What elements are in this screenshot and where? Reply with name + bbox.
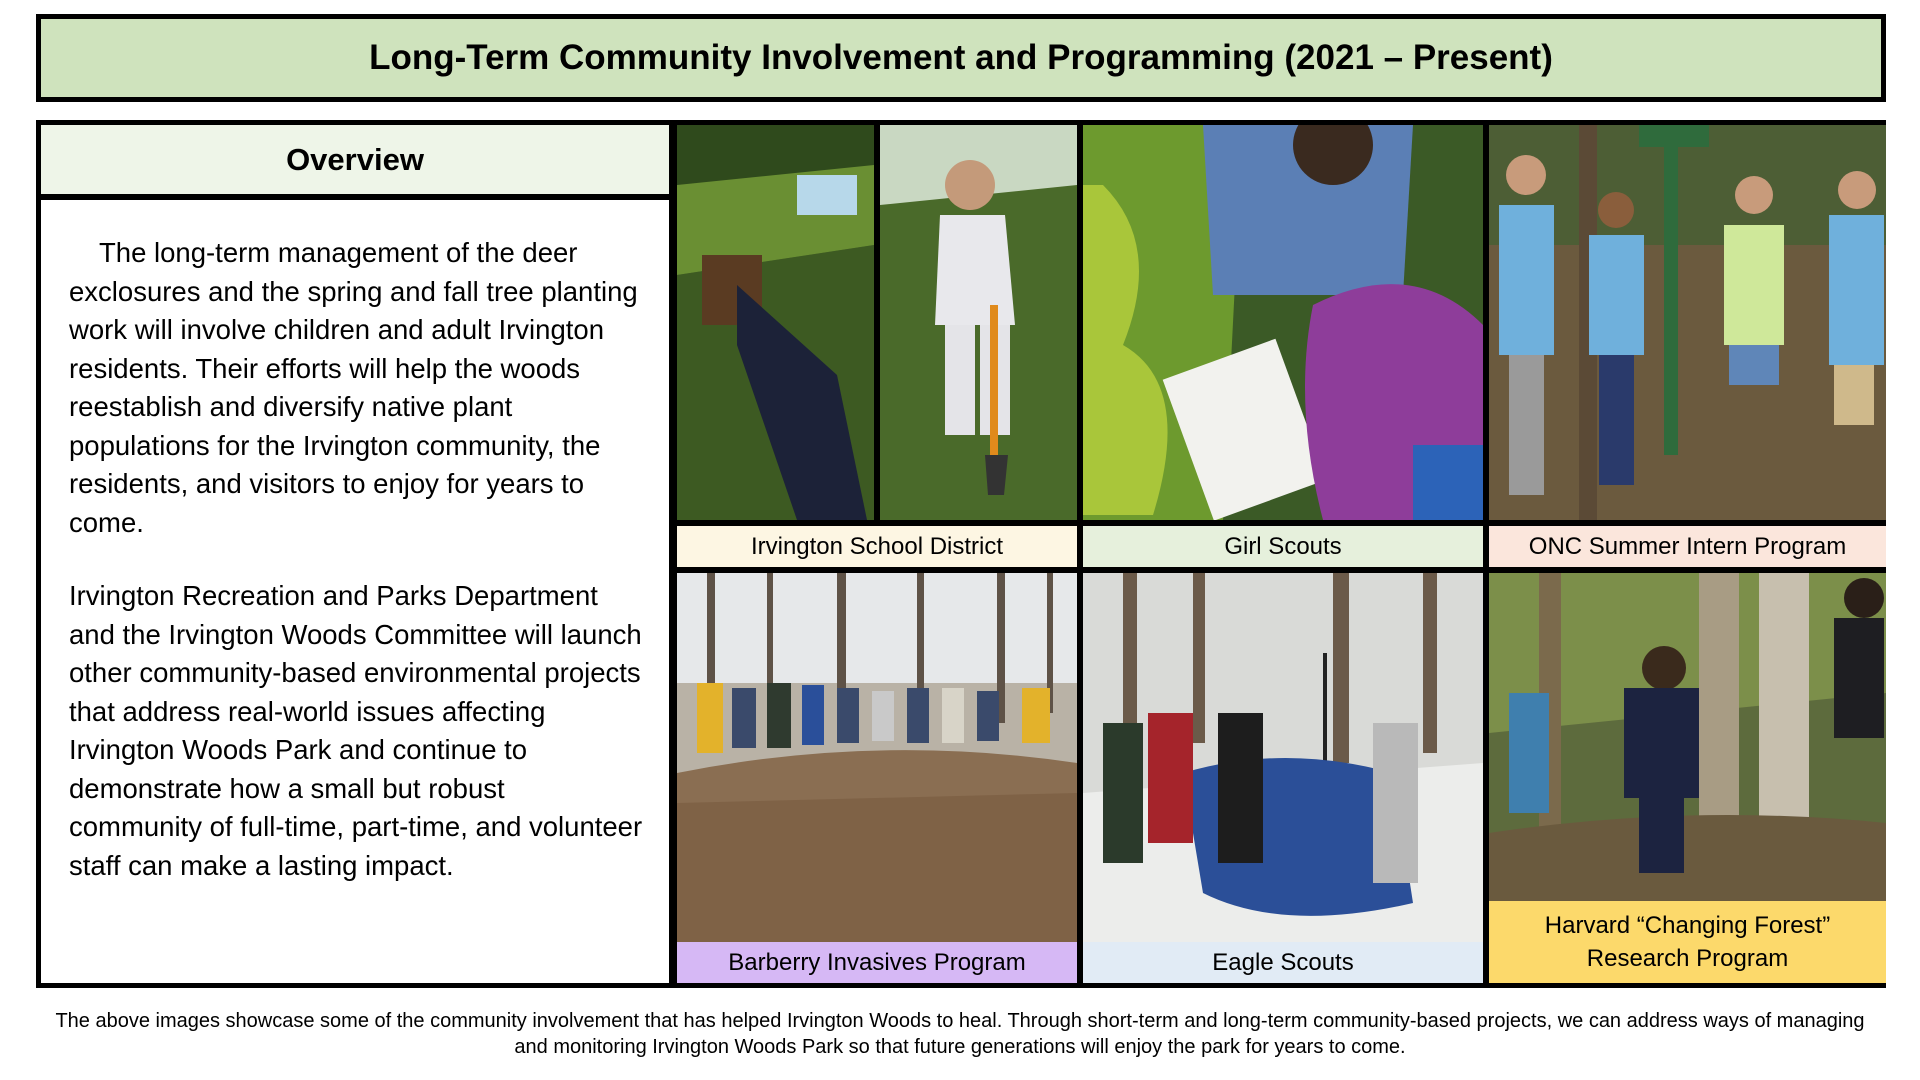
page-title: Long-Term Community Involvement and Programming (2021 – Present) bbox=[36, 14, 1886, 102]
program-card-girl-scouts bbox=[1083, 125, 1483, 567]
caption-barberry-invasives: Barberry Invasives Program bbox=[677, 942, 1077, 983]
overview-paragraph-1: The long-term management of the deer exclosures and the spring and fall tree planting work will involve children and adult Irvington residents. Their efforts will help the woods reestablish and diversify native plant populations for the Irvington community, the residents, and visitors to enjoy for years to come. bbox=[69, 237, 638, 538]
caption-harvard-changing-forest bbox=[1489, 901, 1886, 983]
program-card-eagle-scouts bbox=[1083, 573, 1483, 983]
caption-harvard-line-2: Research Program bbox=[1586, 945, 1789, 972]
overview-text bbox=[41, 200, 669, 983]
program-card-barberry-invasives bbox=[677, 573, 1077, 983]
main-panel bbox=[36, 120, 1886, 988]
caption-girl-scouts: Girl Scouts bbox=[1083, 526, 1483, 567]
caption-eagle-scouts: Eagle Scouts bbox=[1083, 942, 1483, 983]
overview-heading: Overview bbox=[41, 125, 669, 194]
students-planting-icon bbox=[677, 125, 874, 520]
student-shovel-icon bbox=[880, 125, 1077, 520]
caption-onc-summer-intern: ONC Summer Intern Program bbox=[1489, 526, 1886, 567]
caption-harvard-line-1: Harvard “Changing Forest” bbox=[1544, 912, 1831, 939]
tarp-hauling-icon bbox=[1083, 573, 1483, 943]
volunteer-group-icon bbox=[677, 573, 1077, 943]
caption-irvington-school-district: Irvington School District bbox=[677, 526, 1077, 567]
footer-text: The above images showcase some of the community involvement that has helped Irvington Woods to heal. Through short-term and long-term community-based projects, we can address ways of managing and monitoring Irvington Woods Park so that future generations will enjoy the park for years to come. bbox=[55, 1010, 1865, 1058]
overview-paragraph-2: Irvington Recreation and Parks Department and the Irvington Woods Committee will launch other community-based environmental projects that address real-world issues affecting Irvington Woods Park and continue to demonstrate how a small but robust community of full-time, part-time, and volunteer staff can make a lasting impact. bbox=[69, 580, 643, 881]
program-card-onc-summer-intern bbox=[1489, 125, 1886, 567]
tree-measuring-icon bbox=[1489, 573, 1886, 901]
interns-trail-icon bbox=[1489, 125, 1886, 520]
program-card-harvard-changing-forest bbox=[1489, 573, 1886, 983]
program-card-school-district bbox=[677, 125, 1077, 567]
scouts-plant-survey-icon bbox=[1083, 125, 1483, 520]
